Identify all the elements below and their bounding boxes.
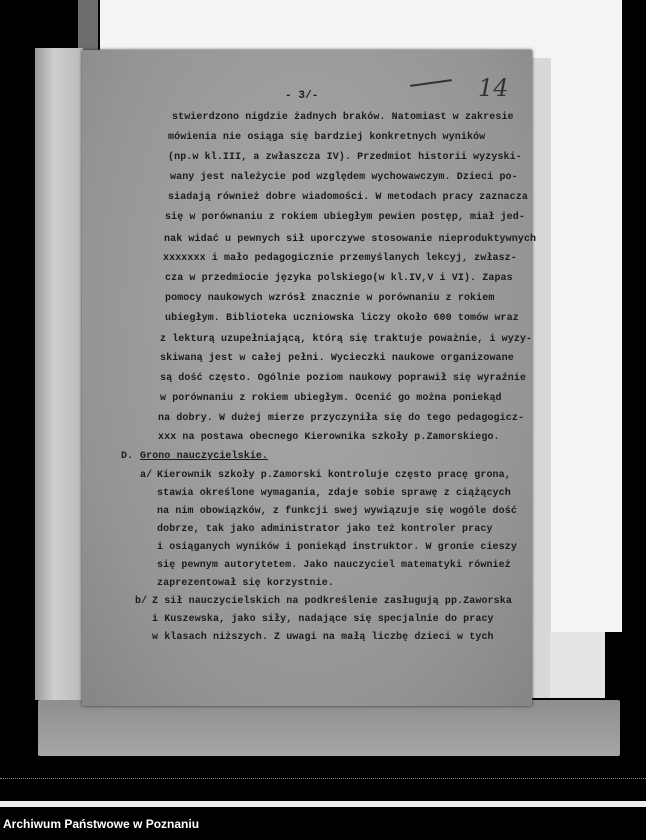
archive-name: Archiwum Państwowe w Poznaniu [3,817,200,831]
text-line: i Kuszewska, jako siły, nadające się specjalnie do pracy [152,614,494,625]
text-line: stwierdzono nigdzie żadnych braków. Natomiast w zakresie [172,112,514,123]
text-line: na dobry. W dużej mierze przyczyniła się do tego pedagogicz- [158,413,525,424]
text-line: z lekturą uzupełniającą, którą się traktuje poważnie, i wyzy- [160,334,533,345]
text-line: i osiąganych wyników i poniekąd instruktor. W gronie cieszy [157,542,517,553]
text-line: ubiegłym. Biblioteka uczniowska liczy około 600 tomów wraz [165,313,519,324]
text-line: mówienia nie osiąga się bardziej konkretnych wyników [168,132,486,143]
binding-strip [78,0,98,50]
text-line: się w porównaniu z rokiem ubiegłym pewien postęp, miał jed- [165,212,525,223]
text-line: xxx na postawa obecnego Kierownika szkoły p.Zamorskiego. [158,432,500,443]
text-line: stawia określone wymagania, zdaje sobie sprawę z ciążących [157,488,511,499]
text-line: w porównaniu z rokiem ubiegłym. Ocenić go można poniekąd [160,393,502,404]
page-stack-corner [550,632,605,698]
text-line: (np.w kl.III, a zwłaszcza IV). Przedmiot historii wyzyski- [168,152,522,163]
item-marker: a/ [140,470,153,481]
text-line: wany jest należycie pod względem wychowawczym. Dzieci po- [170,172,518,183]
text-line: nak widać u pewnych sił uporczywe stosowanie nieproduktywnych [164,234,537,245]
text-line: zaprezentował się korzystnie. [157,578,334,589]
handwritten-folio-number: 14 [478,74,509,102]
text-line: skiwaną jest w całej pełni. Wycieczki naukowe organizowane [160,353,514,364]
scan-artifact-line [0,778,646,780]
text-line: pomocy naukowych wzrósł znacznie w porównaniu z rokiem [165,293,495,304]
text-line: na nim obowiązków, z funkcji swej wywiązuje się wogóle dość [157,506,517,517]
text-line: Z sił nauczycielskich na podkreślenie zasługują pp.Zaworska [152,596,512,607]
text-line: są dość często. Ogólnie poziom naukowy poprawił się wyraźnie [160,373,527,384]
text-line: cza w przedmiocie języka polskiego(w kl.IV,V i VI). Zapas [165,273,513,284]
text-line: dobrze, tak jako administrator jako też kontroler pracy [157,524,493,535]
page-number: - 3/- [285,90,319,102]
text-line: siadają również dobre wiadomości. W metodach pracy zaznacza [168,192,528,203]
footer-divider [0,801,646,807]
text-line: xxxxxxx i mało pedagogicznie przemyślanych lekcyj, zwłasz- [163,253,517,264]
text-line: się pewnym autorytetem. Jako nauczyciel matematyki również [157,560,511,571]
text-line: w klasach niższych. Z uwagi na małą liczbę dzieci w tych [152,632,494,643]
folder-bottom-edge [38,700,620,756]
section-title: Grono nauczycielskie. [140,451,269,462]
folder-left-edge [35,48,83,700]
section-marker: D. [121,451,134,462]
item-marker: b/ [135,596,148,607]
text-line: Kierownik szkoły p.Zamorski kontroluje często pracę grona, [157,470,511,481]
